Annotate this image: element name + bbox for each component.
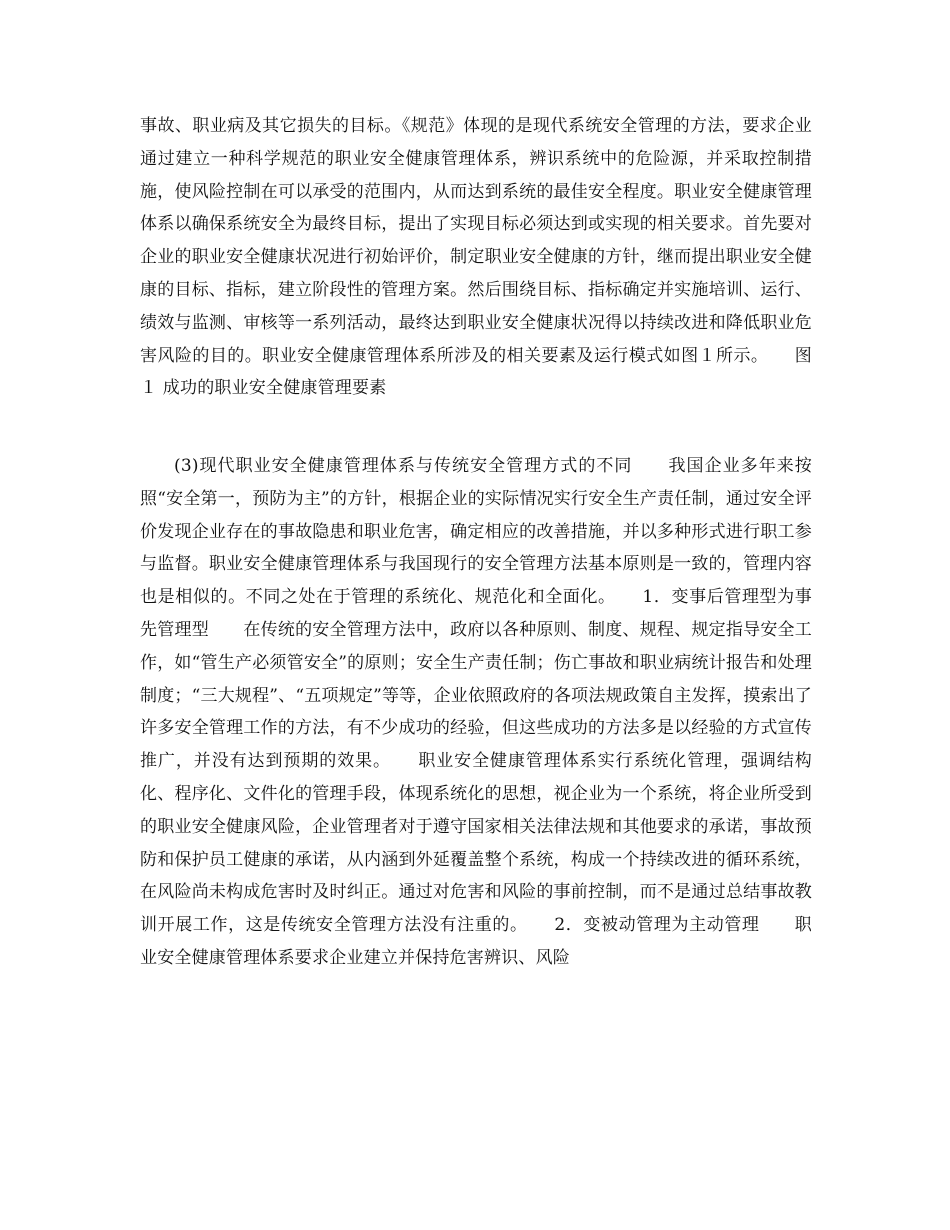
body-paragraph-1: 事故、职业病及其它损失的目标。《规范》体现的是现代系统安全管理的方法，要求企业通过建立一种科学规范的职业安全健康管理体系，辨识系统中的危险源，并采取控制措施，使风险控制在可以承受的范围内，从而达到系统的最佳安全程度。职业安全健康管理体系以确保系统安全为最终目标，提出了实现目标必须达到或实现的相关要求。首先要对企业的职业安全健康状况进行初始评价，制定职业安全健康的方针，继而提出职业安全健康的目标、指标，建立阶段性的管理方案。然后围绕目标、指标确定并实施培训、运行、绩效与监测、审核等一系列活动，最终达到职业安全健康状况得以持续改进和降低职业危害风险的目的。职业安全健康管理体系所涉及的相关要素及运行模式如图１所示。 图１ 成功的职业安全健康管理要素 [140, 116, 812, 399]
body-paragraph-2: (3)现代职业安全健康管理体系与传统安全管理方式的不同 我国企业多年来按照“安全第一，预防为主”的方针，根据企业的实际情况实行安全生产责任制，通过安全评价发现企业存在的事故隐患和职业危害，确定相应的改善措施，并以多种形式进行职工参与监督。职业安全健康管理体系与我国现行的安全管理方法基本原则是一致的，管理内容也是相似的。不同之处在于管理的系统化、规范化和全面化。 1．变事后管理型为事先管理型 在传统的安全管理方法中，政府以各种原则、制度、规程、规定指导安全工作，如“管生产必须管安全”的原则；安全生产责任制；伤亡事故和职业病统计报告和处理制度；“三大规程”、“五项规定”等等，企业依照政府的各项法规政策自主发挥，摸索出了许多安全管理工作的方法，有不少成功的经验，但这些成功的方法多是以经验的方式宣传推广，并没有达到预期的效果。 职业安全健康管理体系实行系统化管理，强调结构化、程序化、文件化的管理手段，体现系统化的思想，视企业为一个系统，将企业所受到的职业安全健康风险，企业管理者对于遵守国家相关法律法规和其他要求的承诺，事故预防和保护员工健康的承诺，从内涵到外延覆盖整个系统，构成一个持续改进的循环系统，在风险尚未构成危害时及时纠正。通过对危害和风险的事前控制，而不是通过总结事故教训开展工作，这是传统安全管理方法没有注重的。 2．变被动管理为主动管理 职业安全健康管理体系要求企业建立并保持危害辨识、风险 [140, 456, 812, 968]
